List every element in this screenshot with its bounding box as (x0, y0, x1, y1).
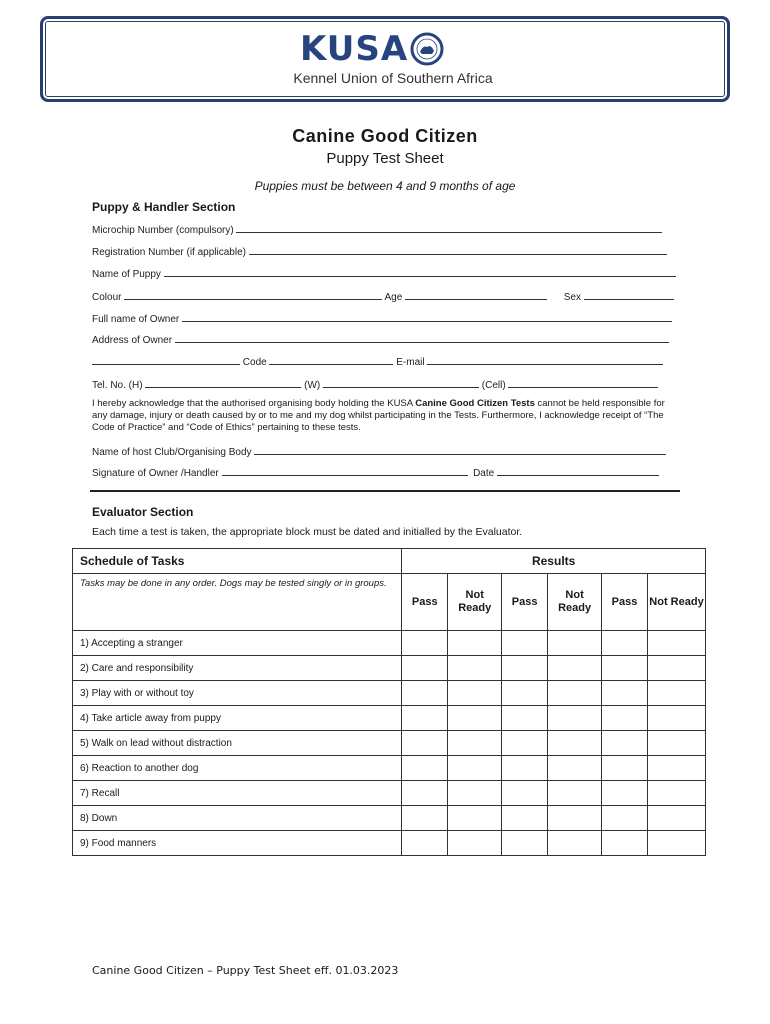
signature-label: Signature of Owner /Handler (92, 468, 219, 479)
result-cell[interactable] (502, 806, 548, 831)
result-cell[interactable] (648, 631, 706, 656)
ack-bold: Canine Good Citizen Tests (415, 398, 535, 409)
date-input[interactable] (497, 465, 659, 476)
tasks-table (72, 548, 706, 856)
owner-address-label: Address of Owner (92, 335, 173, 346)
result-cell[interactable] (648, 781, 706, 806)
microchip-label: Microchip Number (compulsory) (92, 225, 234, 236)
result-cell[interactable] (602, 681, 648, 706)
signature-date-row (92, 465, 659, 479)
result-cell[interactable] (502, 681, 548, 706)
result-cell[interactable] (502, 631, 548, 656)
task-label: 1) Accepting a stranger (73, 631, 402, 656)
result-cell[interactable] (448, 681, 502, 706)
colour-age-sex-row (92, 289, 674, 303)
code-email-row (92, 354, 663, 368)
microchip-field[interactable] (92, 222, 662, 236)
result-cell[interactable] (448, 731, 502, 756)
colour-label: Colour (92, 292, 122, 303)
result-cell[interactable] (548, 631, 602, 656)
result-cell[interactable] (548, 781, 602, 806)
col-not-ready-2: Not Ready (548, 574, 602, 631)
table-row (73, 656, 706, 681)
owner-address-field[interactable] (92, 332, 669, 346)
result-cell[interactable] (548, 831, 602, 856)
result-cell[interactable] (648, 831, 706, 856)
result-cell[interactable] (402, 806, 448, 831)
table-row (73, 706, 706, 731)
ack-part-1: I hereby acknowledge that the authorised organising body holding the KUSA (92, 398, 416, 409)
task-label: 4) Take article away from puppy (73, 706, 402, 731)
task-label: 8) Down (73, 806, 402, 831)
result-cell[interactable] (602, 656, 648, 681)
result-cell[interactable] (402, 681, 448, 706)
result-cell[interactable] (602, 631, 648, 656)
host-club-field[interactable] (92, 444, 666, 458)
task-label: 3) Play with or without toy (73, 681, 402, 706)
sex-input[interactable] (584, 289, 674, 300)
logo-text: KUSA (300, 29, 409, 69)
tel-row (92, 377, 658, 391)
tel-cell-input[interactable] (508, 377, 658, 388)
colour-input[interactable] (124, 289, 382, 300)
result-cell[interactable] (602, 731, 648, 756)
task-label: 5) Walk on lead without distraction (73, 731, 402, 756)
table-row (73, 806, 706, 831)
registration-label: Registration Number (if applicable) (92, 247, 246, 258)
owner-name-field[interactable] (92, 311, 672, 325)
signature-input[interactable] (222, 465, 468, 476)
seal-icon (410, 32, 444, 66)
result-cell[interactable] (448, 631, 502, 656)
code-label: Code (242, 357, 267, 368)
address-line-2[interactable] (92, 354, 240, 365)
result-cell[interactable] (602, 756, 648, 781)
result-cell[interactable] (448, 656, 502, 681)
result-cell[interactable] (402, 831, 448, 856)
result-cell[interactable] (548, 706, 602, 731)
table-row (73, 781, 706, 806)
age-note: Puppies must be between 4 and 9 months of age (254, 179, 516, 193)
email-label: E-mail (396, 357, 425, 368)
result-cell[interactable] (502, 756, 548, 781)
col-pass-3: Pass (602, 574, 648, 631)
section-divider (90, 490, 680, 492)
result-cell[interactable] (402, 631, 448, 656)
result-cell[interactable] (548, 756, 602, 781)
results-header: Results (402, 549, 706, 574)
sex-label: Sex (563, 292, 581, 303)
table-row (73, 756, 706, 781)
result-cell[interactable] (502, 706, 548, 731)
result-cell[interactable] (648, 656, 706, 681)
table-row (73, 681, 706, 706)
result-cell[interactable] (402, 706, 448, 731)
age-label: Age (384, 292, 403, 303)
result-cell[interactable] (502, 831, 548, 856)
tel-work-label: (W) (304, 380, 321, 391)
col-pass-1: Pass (402, 574, 448, 631)
tel-cell-label: (Cell) (481, 380, 506, 391)
date-label: Date (473, 468, 495, 479)
result-cell[interactable] (402, 731, 448, 756)
ack-part-2: cannot be held responsible for any damage, injury or death caused by or to me and my dog whilst participating in the Tests. Furthermore, I acknowledge receipt of “The Code of Practice” and “Code of Ethics” pertaining to these tests. (92, 398, 665, 433)
handler-section-heading: Puppy & Handler Section (92, 200, 236, 214)
schedule-header: Schedule of Tasks (73, 549, 402, 574)
page-footer: Canine Good Citizen – Puppy Test Sheet eff. 01.03.2023 (92, 964, 399, 977)
tel-home-label: Tel. No. (H) (92, 380, 143, 391)
puppy-name-label: Name of Puppy (92, 269, 161, 280)
result-cell[interactable] (648, 731, 706, 756)
task-label: 2) Care and responsibility (73, 656, 402, 681)
result-cell[interactable] (402, 656, 448, 681)
result-cell[interactable] (648, 756, 706, 781)
result-cell[interactable] (648, 706, 706, 731)
registration-field[interactable] (92, 244, 667, 258)
task-label: 7) Recall (73, 781, 402, 806)
result-cell[interactable] (548, 806, 602, 831)
col-not-ready-1: Not Ready (448, 574, 502, 631)
result-cell[interactable] (548, 681, 602, 706)
result-cell[interactable] (448, 831, 502, 856)
email-input[interactable] (427, 354, 663, 365)
result-cell[interactable] (548, 731, 602, 756)
table-row (73, 631, 706, 656)
result-cell[interactable] (548, 656, 602, 681)
org-name: Kennel Union of Southern Africa (293, 70, 493, 86)
result-cell[interactable] (448, 781, 502, 806)
result-cell[interactable] (402, 756, 448, 781)
result-cell[interactable] (448, 806, 502, 831)
result-cell[interactable] (648, 681, 706, 706)
result-cell[interactable] (602, 706, 648, 731)
result-cell[interactable] (448, 756, 502, 781)
table-row (73, 731, 706, 756)
col-not-ready-3: Not Ready (648, 574, 706, 631)
result-cell[interactable] (602, 806, 648, 831)
puppy-name-field[interactable] (92, 266, 676, 280)
result-cell[interactable] (602, 781, 648, 806)
table-row (73, 831, 706, 856)
tel-home-input[interactable] (145, 377, 301, 388)
page-title: Canine Good Citizen (292, 126, 478, 146)
tasks-note: Tasks may be done in any order. Dogs may be tested singly or in groups. (73, 574, 402, 631)
tel-work-input[interactable] (323, 377, 479, 388)
host-club-label: Name of host Club/Organising Body (92, 447, 252, 458)
page-subtitle: Puppy Test Sheet (326, 150, 444, 167)
result-cell[interactable] (502, 781, 548, 806)
evaluator-instructions: Each time a test is taken, the appropriate block must be dated and initialled by the Evaluator. (92, 526, 523, 538)
result-cell[interactable] (402, 781, 448, 806)
result-cell[interactable] (448, 706, 502, 731)
result-cell[interactable] (648, 806, 706, 831)
task-label: 6) Reaction to another dog (73, 756, 402, 781)
age-input[interactable] (405, 289, 547, 300)
col-pass-2: Pass (502, 574, 548, 631)
result-cell[interactable] (502, 731, 548, 756)
evaluator-section-heading: Evaluator Section (92, 505, 194, 519)
code-input[interactable] (269, 354, 393, 365)
acknowledgement-text (92, 398, 672, 434)
result-cell[interactable] (602, 831, 648, 856)
result-cell[interactable] (502, 656, 548, 681)
owner-name-label: Full name of Owner (92, 314, 180, 325)
kusa-logo (300, 29, 444, 69)
task-label: 9) Food manners (73, 831, 402, 856)
